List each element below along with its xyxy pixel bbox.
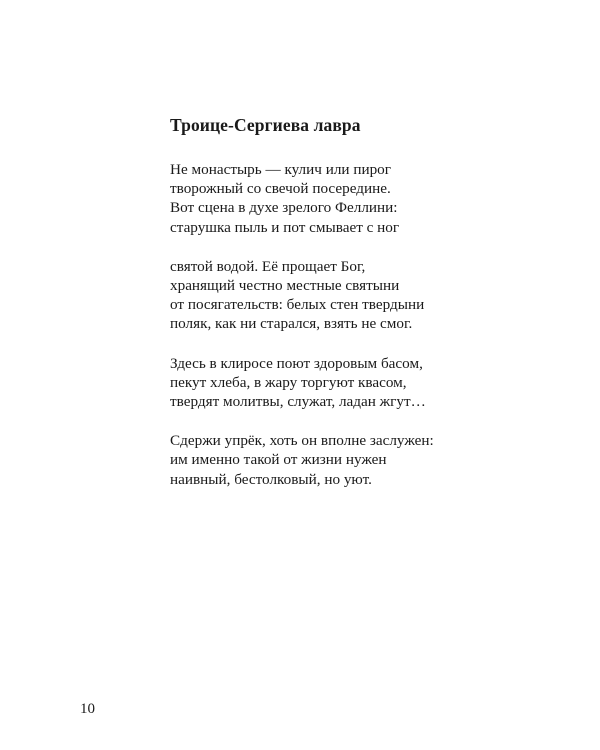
page-number: 10: [80, 701, 95, 717]
stanza-2: [170, 257, 550, 334]
stanza-3: [170, 354, 550, 412]
stanza-4: [170, 431, 550, 489]
poem-line: творожный со свечой посередине.: [170, 180, 391, 198]
poem-line: хранящий честно местные святыни: [170, 277, 400, 295]
stanza-1: [170, 160, 550, 237]
poem-line: старушка пыль и пот смывает с ног: [170, 218, 400, 236]
poem-title: Троице-Сергиева лавра: [170, 115, 361, 135]
poem-line: святой водой. Её прощает Бог,: [170, 257, 366, 275]
poem-line: наивный, бестолковый, но уют.: [170, 470, 372, 488]
poem-line: им именно такой от жизни нужен: [170, 451, 387, 469]
poem-line: Здесь в клиросе поют здоровым басом,: [170, 354, 423, 372]
poem-line: Не монастырь — кулич или пирог: [170, 161, 391, 178]
poem-line: Вот сцена в духе зрелого Феллини:: [170, 199, 398, 217]
poem-line: Сдержи упрёк, хоть он вполне заслужен:: [170, 432, 434, 450]
poem-line: поляк, как ни старался, взять не смог.: [170, 315, 413, 333]
poem-line: пекут хлеба, в жару торгуют квасом,: [170, 373, 407, 391]
poem-body: [170, 160, 550, 509]
poem-line: твердят молитвы, служат, ладан жгут…: [170, 393, 426, 411]
poem-line: от посягательств: белых стен твердыни: [170, 296, 425, 314]
